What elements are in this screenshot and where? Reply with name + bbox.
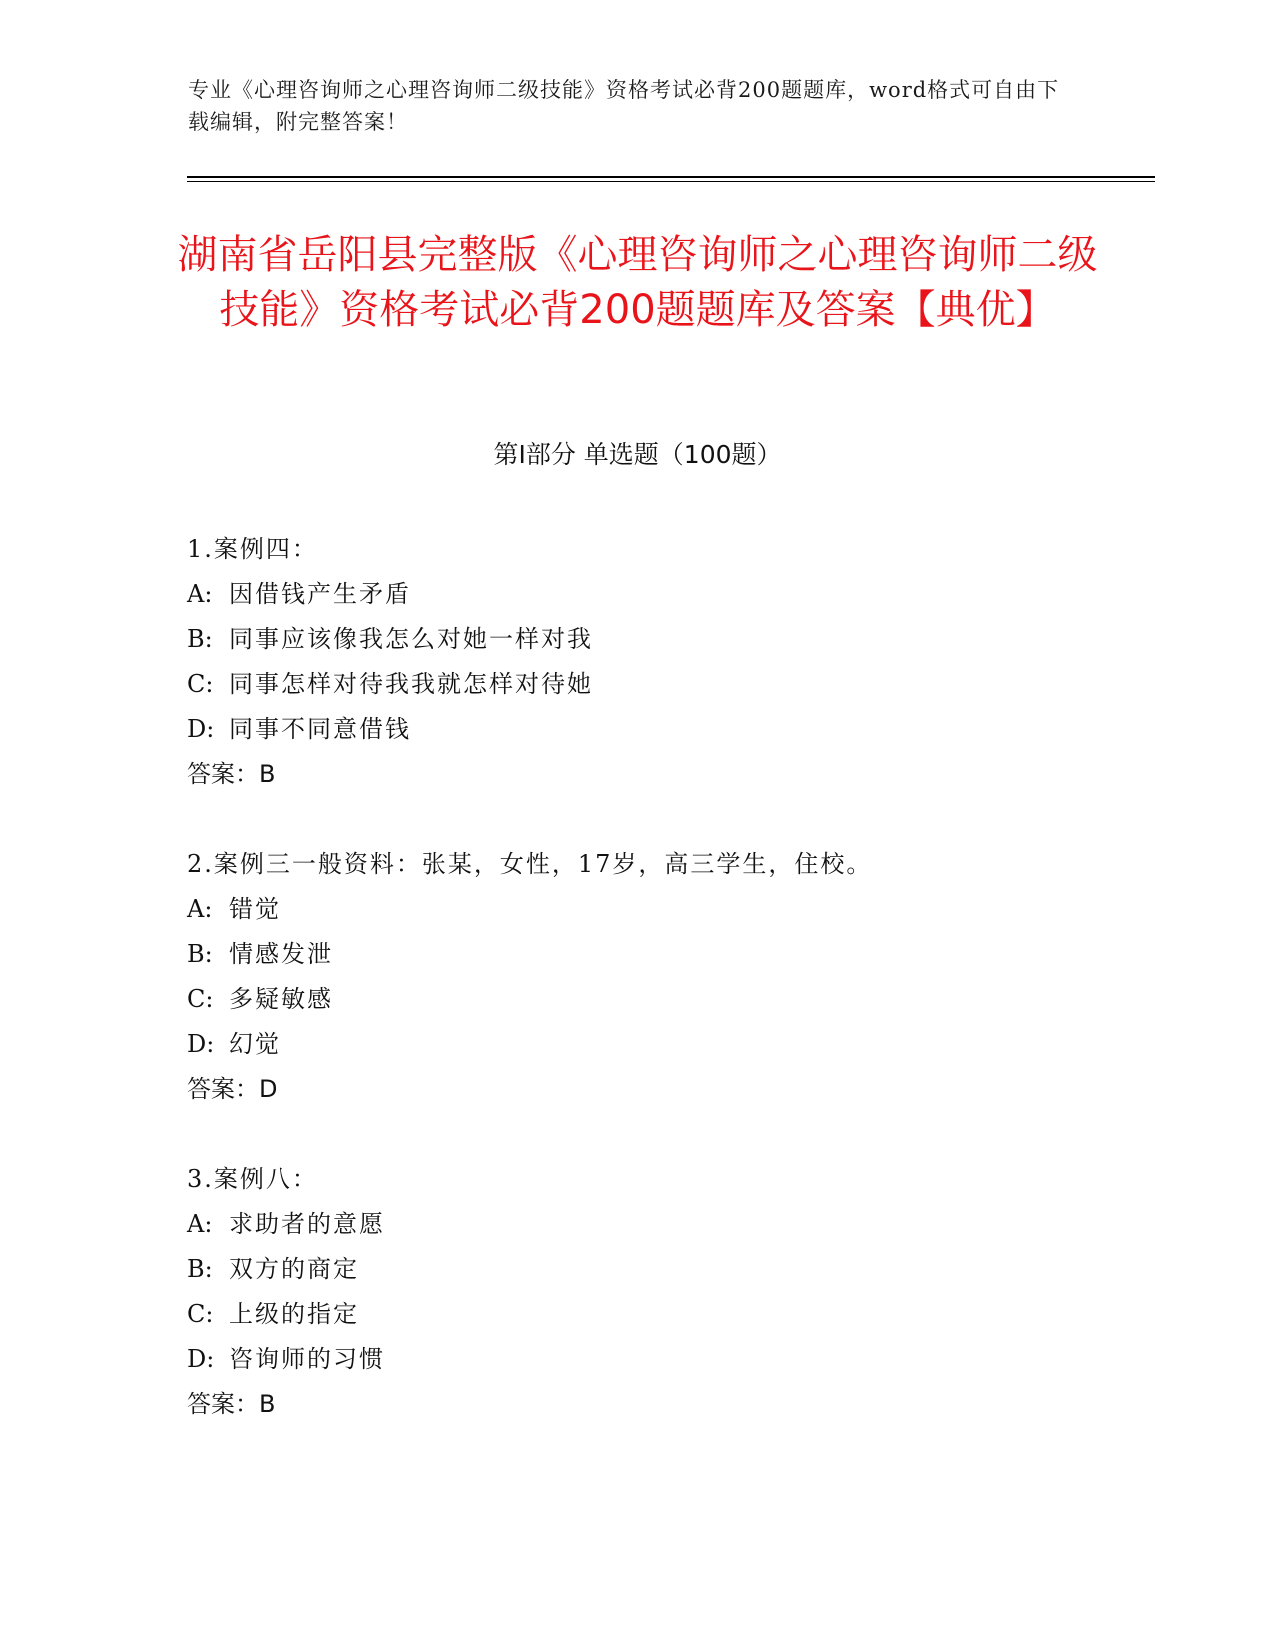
option-text: 同事应该像我怎么对她一样对我 — [229, 625, 593, 653]
answer-label: 答案： — [187, 760, 259, 788]
option-text: 求助者的意愿 — [229, 1210, 385, 1238]
option-a — [187, 887, 1137, 932]
option-key: C: — [187, 670, 214, 698]
option-text: 多疑敏感 — [229, 985, 333, 1013]
option-key: D: — [187, 715, 215, 743]
option-c — [187, 977, 1137, 1022]
question-list — [187, 527, 1137, 1472]
section-title: 第Ⅰ部分 单选题（100题） — [493, 440, 782, 469]
option-b — [187, 617, 1137, 662]
option-key: D: — [187, 1345, 215, 1373]
option-text: 情感发泄 — [229, 940, 333, 968]
option-c — [187, 1292, 1137, 1337]
option-text: 上级的指定 — [229, 1300, 359, 1328]
header-rule-thin — [187, 181, 1155, 182]
option-text: 幻觉 — [229, 1030, 281, 1058]
option-c — [187, 662, 1137, 707]
option-key: A: — [187, 1210, 213, 1238]
option-key: B: — [187, 625, 213, 653]
option-key: C: — [187, 1300, 214, 1328]
option-d — [187, 1022, 1137, 1067]
option-d — [187, 707, 1137, 752]
answer — [187, 1382, 1137, 1427]
option-key: A: — [187, 580, 213, 608]
question-3 — [187, 1157, 1137, 1427]
answer-value: D — [259, 1075, 278, 1103]
question-stem: 3.案例八： — [187, 1165, 318, 1193]
answer-value: B — [259, 1390, 276, 1418]
option-b — [187, 1247, 1137, 1292]
option-text: 双方的商定 — [229, 1255, 359, 1283]
answer — [187, 1067, 1137, 1112]
option-key: B: — [187, 1255, 213, 1283]
document-title: 湖南省岳阳县完整版《心理咨询师之心理咨询师二级技能》资格考试必背200题题库及答案【典优】 — [177, 232, 1098, 333]
answer-label: 答案： — [187, 1390, 259, 1418]
header-rule-thick — [187, 176, 1155, 178]
option-text: 同事不同意借钱 — [229, 715, 411, 743]
option-b — [187, 932, 1137, 977]
option-text: 因借钱产生矛盾 — [229, 580, 411, 608]
question-1 — [187, 527, 1137, 797]
question-stem: 1.案例四： — [187, 535, 318, 563]
answer-value: B — [259, 760, 276, 788]
answer-label: 答案： — [187, 1075, 259, 1103]
answer — [187, 752, 1137, 797]
option-key: D: — [187, 1030, 215, 1058]
option-text: 同事怎样对待我我就怎样对待她 — [229, 670, 593, 698]
option-text: 错觉 — [229, 895, 281, 923]
option-text: 咨询师的习惯 — [229, 1345, 385, 1373]
option-a — [187, 572, 1137, 617]
header-note: 专业《心理咨询师之心理咨询师二级技能》资格考试必背200题题库，word格式可自由下载编辑，附完整答案！ — [188, 78, 1060, 134]
option-d — [187, 1337, 1137, 1382]
option-key: A: — [187, 895, 213, 923]
question-stem: 2.案例三一般资料：张某，女性，17岁，高三学生，住校。 — [187, 850, 873, 878]
option-key: B: — [187, 940, 213, 968]
option-key: C: — [187, 985, 214, 1013]
question-2 — [187, 842, 1137, 1112]
option-a — [187, 1202, 1137, 1247]
